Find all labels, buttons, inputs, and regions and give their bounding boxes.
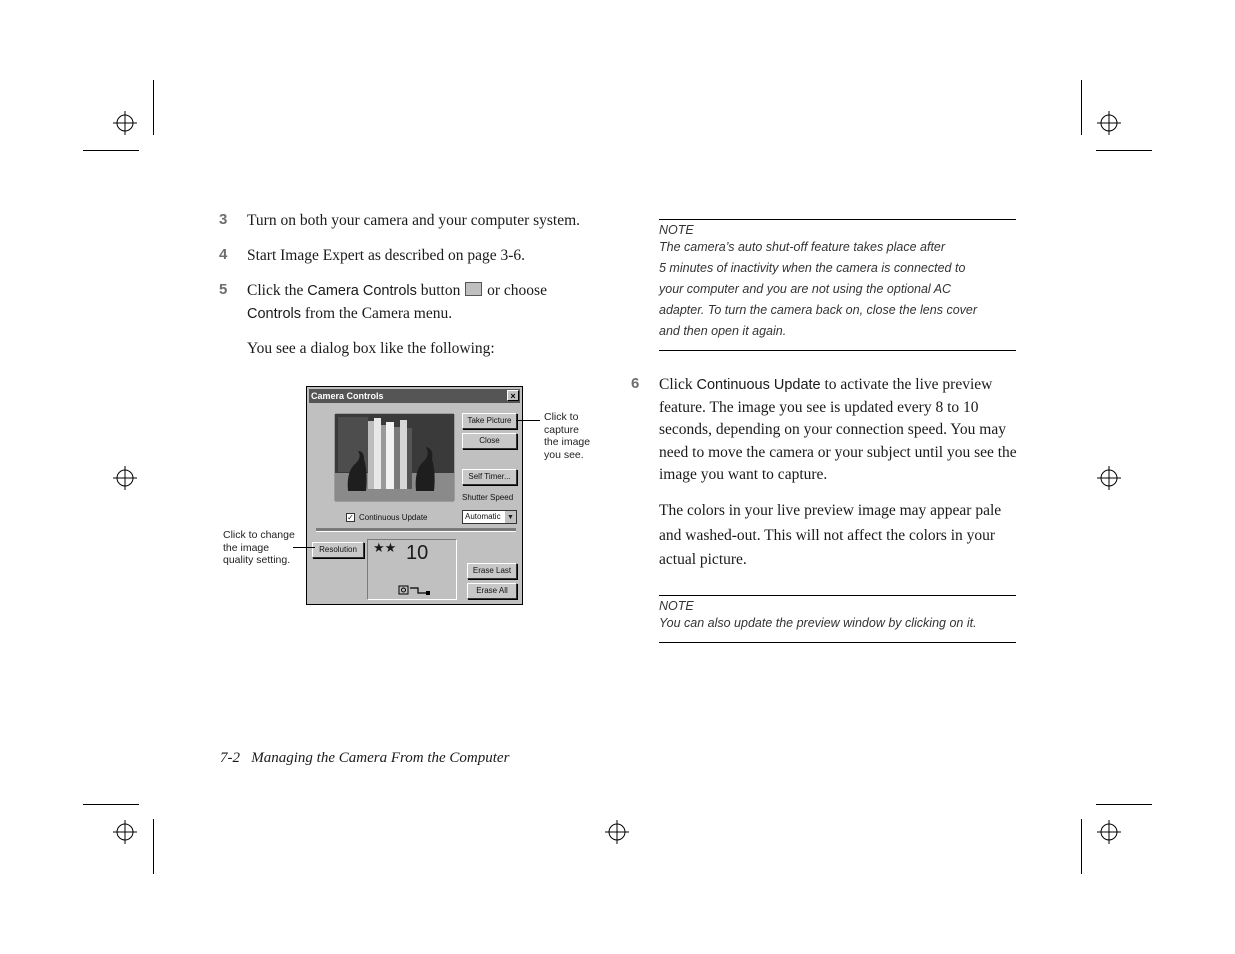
pictures-count: 10 <box>406 542 429 564</box>
step-number: 4 <box>219 246 228 263</box>
dialog-intro: You see a dialog box like the following: <box>247 340 495 357</box>
shutter-speed-value: Automatic <box>465 512 501 521</box>
dialog-title-bar <box>309 389 520 403</box>
registration-mark-icon <box>1097 111 1121 135</box>
crop-mark <box>153 80 154 135</box>
note-text: You can also update the preview window by clicking on it. <box>659 616 977 630</box>
camera-connection-icon <box>398 584 432 596</box>
crop-mark <box>1096 150 1152 151</box>
crop-mark <box>1096 804 1152 805</box>
quality-stars: ★★ <box>373 541 397 556</box>
colors-paragraph <box>659 499 1001 573</box>
note-line: adapter. To turn the camera back on, close the lens cover <box>659 303 978 317</box>
continuous-update-label: Continuous Update <box>359 513 428 522</box>
continuous-update-checkbox[interactable] <box>346 513 355 522</box>
callout-line <box>293 547 315 548</box>
paragraph-line: and washed-out. This will not affect the colors in your <box>659 526 996 544</box>
camera-controls-dialog <box>306 386 523 605</box>
step-text: Turn on both your camera and your computer system. <box>247 212 581 229</box>
step-text-part: button <box>420 282 461 299</box>
page-footer: 7-2 Managing the Camera From the Computer <box>220 750 510 766</box>
shutter-speed-select[interactable] <box>462 510 517 524</box>
ui-term: Camera Controls <box>307 283 417 299</box>
step-number: 6 <box>631 375 640 392</box>
close-button[interactable]: Close <box>462 433 517 449</box>
preview-image[interactable] <box>334 413 455 502</box>
step-number: 3 <box>219 211 228 228</box>
registration-mark-icon <box>113 466 137 490</box>
erase-all-button[interactable]: Erase All <box>467 583 517 599</box>
quality-callout <box>223 529 295 567</box>
erase-last-button[interactable]: Erase Last <box>467 563 517 579</box>
step-text-part: from the Camera menu. <box>304 304 453 322</box>
close-icon[interactable]: × <box>507 390 519 401</box>
checkmark-icon: ✓ <box>347 513 354 522</box>
registration-mark-icon <box>605 820 629 844</box>
self-timer-button[interactable]: Self Timer... <box>462 469 517 485</box>
callout-line-text: the image <box>544 436 591 448</box>
callout-line-text: Click to change <box>223 529 295 541</box>
note-line: 5 minutes of inactivity when the camera is connected to <box>659 261 966 275</box>
callout-line <box>516 420 540 421</box>
step-text <box>247 280 607 325</box>
capture-callout <box>544 411 590 461</box>
step-text-part: Click <box>659 376 693 393</box>
ui-term: Controls <box>247 305 301 322</box>
note-line: and then open it again. <box>659 324 787 338</box>
registration-mark-icon <box>1097 820 1121 844</box>
note-line: The camera’s auto shut-off feature takes place after <box>659 240 946 254</box>
paragraph-line: actual picture. <box>659 551 747 568</box>
note-box <box>659 595 1016 643</box>
callout-line-text: you see. <box>544 448 584 461</box>
note-line: your computer and you are not using the optional AC <box>659 282 952 296</box>
progress-bar <box>316 528 516 532</box>
step-text <box>659 374 1019 487</box>
step-number: 5 <box>219 281 228 298</box>
note-box <box>659 219 1016 351</box>
note-title: NOTE <box>659 223 694 237</box>
crop-mark <box>153 819 154 874</box>
crop-mark <box>1081 819 1082 874</box>
callout-line-text: quality setting. <box>223 554 291 566</box>
dialog-title: Camera Controls <box>311 391 384 401</box>
callout-line-text: Click to <box>544 411 579 423</box>
note-text <box>659 237 1016 342</box>
callout-line-text: capture <box>544 423 580 436</box>
registration-mark-icon <box>1097 466 1121 490</box>
registration-mark-icon <box>113 111 137 135</box>
crop-mark <box>83 150 139 151</box>
paragraph-line: The colors in your live preview image may appear pale <box>659 502 1002 519</box>
step-text-part: or choose <box>487 282 547 299</box>
registration-mark-icon <box>113 820 137 844</box>
shutter-speed-label: Shutter Speed <box>462 493 514 502</box>
camera-icon <box>465 282 482 296</box>
camera-status-panel <box>367 539 457 600</box>
resolution-button[interactable]: Resolution <box>312 542 364 558</box>
callout-line-text: the image <box>223 541 270 554</box>
crop-mark <box>83 804 139 805</box>
ui-term: Continuous Update <box>696 377 821 393</box>
crop-mark <box>1081 80 1082 135</box>
step-text-part: Click the <box>247 282 304 299</box>
step-text: Start Image Expert as described on page 3-6. <box>247 247 526 264</box>
take-picture-button[interactable]: Take Picture <box>462 413 517 429</box>
note-title: NOTE <box>659 599 694 613</box>
chevron-down-icon: ▼ <box>505 511 516 523</box>
step-text-part: to activate the live preview feature. The image you see is updated every 8 to 10 seconds, depending on your connection speed. You may need to move the camera or your subject until you see the image you want to capture. <box>659 376 1017 483</box>
